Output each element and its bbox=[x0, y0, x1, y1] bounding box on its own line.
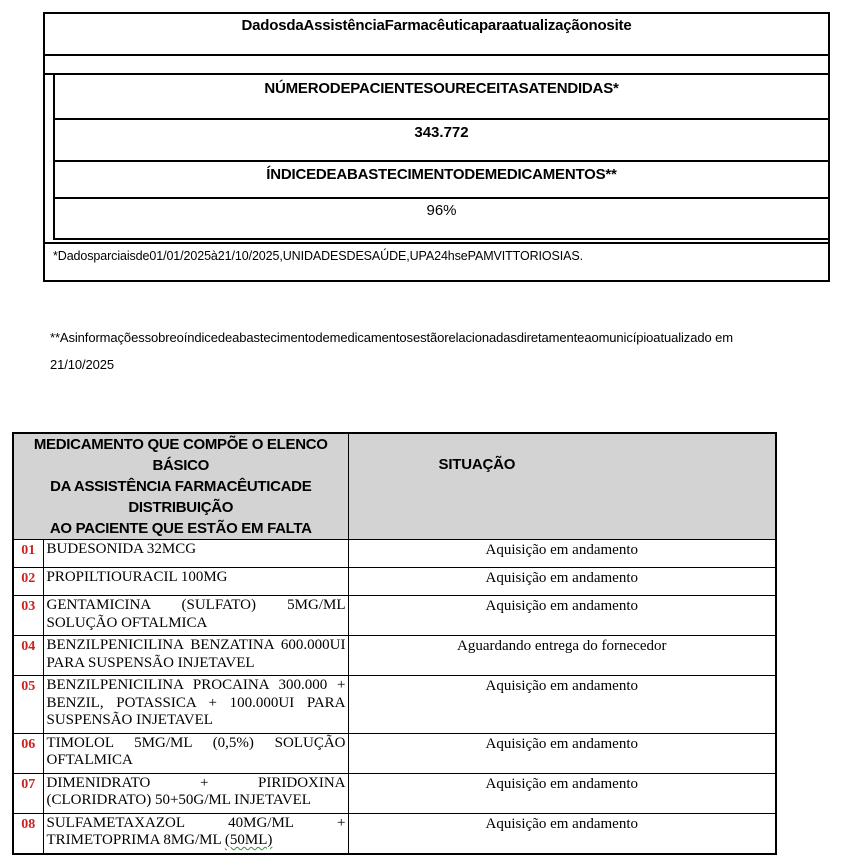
table-row bbox=[13, 636, 776, 676]
medication-name: PROPILTIOURACIL 100MG bbox=[43, 568, 348, 596]
row-number: 07 bbox=[13, 773, 43, 813]
table-row bbox=[13, 733, 776, 773]
patients-value: 343.772 bbox=[55, 120, 828, 162]
status-value: Aquisição em andamento bbox=[348, 813, 776, 854]
table-row bbox=[13, 568, 776, 596]
row-number: 02 bbox=[13, 568, 43, 596]
medication-name bbox=[43, 813, 348, 854]
medication-name: GENTAMICINA (SULFATO) 5MG/ML SOLUÇÃO OFTALMICA bbox=[43, 596, 348, 636]
status-value: Aquisição em andamento bbox=[348, 773, 776, 813]
status-value: Aquisição em andamento bbox=[348, 676, 776, 734]
row-number: 08 bbox=[13, 813, 43, 854]
medication-name-spellcheck: (50ML) bbox=[224, 832, 273, 848]
status-value: Aguardando entrega do fornecedor bbox=[348, 636, 776, 676]
report-title: DadosdaAssistênciaFarmacêuticaparaatualizaçãonosite bbox=[45, 14, 828, 56]
report-empty-row bbox=[45, 56, 828, 75]
table-row bbox=[13, 773, 776, 813]
table-row bbox=[13, 676, 776, 734]
report-summary-table bbox=[43, 12, 830, 282]
table-row bbox=[13, 540, 776, 568]
medications-table bbox=[12, 432, 777, 855]
status-value: Aquisição em andamento bbox=[348, 568, 776, 596]
column-header-medicamento-line2: DA ASSISTÊNCIA FARMACÊUTICADE DISTRIBUIÇÃO bbox=[50, 478, 312, 516]
column-header-situacao: SITUAÇÃO bbox=[348, 433, 776, 540]
status-value: Aquisição em andamento bbox=[348, 733, 776, 773]
status-value: Aquisição em andamento bbox=[348, 596, 776, 636]
column-header-medicamento-line3: AO PACIENTE QUE ESTÃO EM FALTA bbox=[49, 520, 312, 537]
report-inner-table bbox=[53, 75, 828, 240]
report-footnote-2-line2: 21/10/2025 bbox=[50, 357, 115, 372]
patients-label: NÚMERODEPACIENTESOURECEITASATENDIDAS* bbox=[55, 75, 828, 120]
row-number: 01 bbox=[13, 540, 43, 568]
medication-name-text: SULFAMETAXAZOL 40MG/ML + TRIMETOPRIMA 8MG/ML bbox=[46, 814, 346, 848]
medication-name: BENZILPENICILINA PROCAINA 300.000 + BENZIL, POTASSICA + 100.000UI PARA SUSPENSÃO INJETAVEL bbox=[43, 676, 348, 734]
status-value: Aquisição em andamento bbox=[348, 540, 776, 568]
report-footnote-1: *Dadosparciaisde01/01/2025à21/10/2025,UNIDADESDESAÚDE,UPA24hsePAMVITTORIOSIAS. bbox=[45, 242, 828, 280]
supply-index-label: ÍNDICEDEABASTECIMENTODEMEDICAMENTOS** bbox=[55, 162, 828, 199]
medications-table-header bbox=[13, 433, 776, 540]
row-number: 06 bbox=[13, 733, 43, 773]
medication-name: DIMENIDRATO + PIRIDOXINA (CLORIDRATO) 50+50G/ML INJETAVEL bbox=[43, 773, 348, 813]
column-header-medicamento-line1: MEDICAMENTO QUE COMPÕE O ELENCO BÁSICO bbox=[33, 436, 328, 474]
column-header-medicamento bbox=[13, 433, 348, 540]
medication-name: TIMOLOL 5MG/ML (0,5%) SOLUÇÃO OFTALMICA bbox=[43, 733, 348, 773]
medication-name: BENZILPENICILINA BENZATINA 600.000UI PARA SUSPENSÃO INJETAVEL bbox=[43, 636, 348, 676]
report-footnote-2-line1: **Asinformaçõessobreoíndicedeabastecimentodemedicamentosestãorelacionadasdiretamenteaomunicípioatualizado em bbox=[50, 330, 733, 345]
row-number: 04 bbox=[13, 636, 43, 676]
supply-index-value: 96% bbox=[426, 202, 457, 219]
row-number: 03 bbox=[13, 596, 43, 636]
report-footnote-2 bbox=[50, 324, 830, 378]
medication-name: BUDESONIDA 32MCG bbox=[43, 540, 348, 568]
table-row bbox=[13, 813, 776, 854]
row-number: 05 bbox=[13, 676, 43, 734]
table-row bbox=[13, 596, 776, 636]
